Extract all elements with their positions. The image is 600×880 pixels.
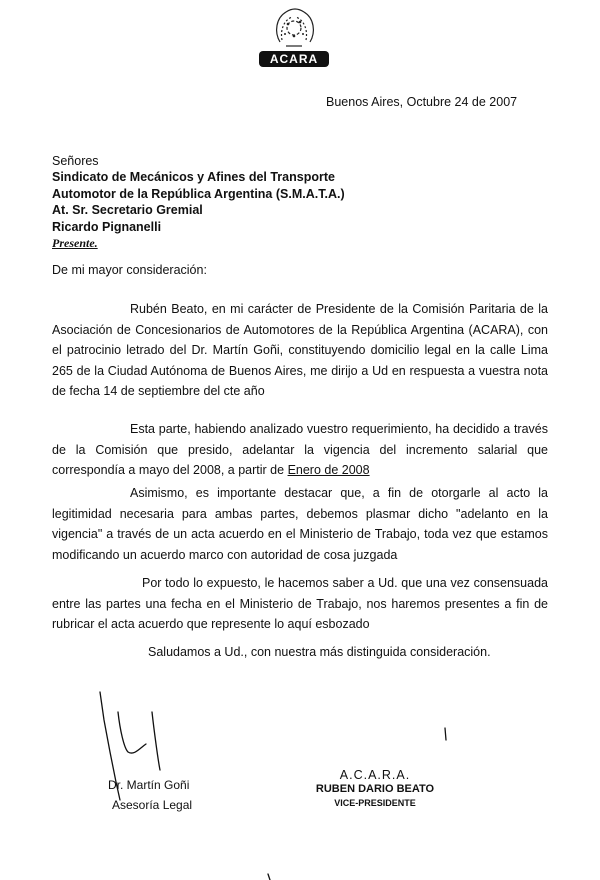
addressee-attention: At. Sr. Secretario Gremial bbox=[52, 203, 203, 218]
org-abbreviation: A.C.A.R.A. bbox=[339, 768, 411, 782]
body-paragraph-4: Por todo lo expuesto, le hacemos saber a Ud. que una vez consensuada entre las partes una fecha en el Ministerio de Trabajo, nos haremos presentes a fin de rubricar el acta acuerdo que represente lo aquí esbozado bbox=[52, 576, 548, 631]
addressee-presente: Presente. bbox=[52, 236, 98, 251]
addressee-org-line1: Sindicato de Mecánicos y Afines del Transporte bbox=[52, 170, 335, 185]
president-signature bbox=[445, 728, 446, 740]
addressee-salutation: Señores bbox=[52, 154, 99, 168]
lawyer-name: Dr. Martín Goñi bbox=[108, 778, 190, 792]
closing-line: Saludamos a Ud., con nuestra más distinguida consideración. bbox=[148, 645, 491, 659]
body-paragraph-1: Rubén Beato, en mi carácter de Presidente de la Comisión Paritaria de la Asociación de Concesionarios de Automotores de la República Argentina (ACARA), con el patrocinio letrado del Dr. Martín Goñi, constituyendo domicilio legal en la calle Lima 265 de la Ciudad Autónoma de Buenos Aires, me dirijo a Ud en respuesta a vuestra nota de fecha 14 de septiembre del cte año bbox=[52, 302, 548, 398]
lawyer-title: Asesoría Legal bbox=[112, 798, 193, 812]
lawyer-signature-block bbox=[108, 775, 192, 815]
body-paragraph-2-text: Esta parte, habiendo analizado vuestro requerimiento, ha decidido a través de la Comisión que presido, adelantar la vigencia del incremento salarial que correspondía a mayo del 2008, a partir de bbox=[52, 422, 548, 477]
addressee-name: Ricardo Pignanelli bbox=[52, 219, 162, 234]
president-signature-block bbox=[310, 768, 440, 810]
letter-date: Buenos Aires, Octubre 24 de 2007 bbox=[326, 95, 518, 109]
effective-date: Enero de 2008 bbox=[287, 463, 370, 477]
logo-text: ACARA bbox=[269, 52, 319, 66]
greeting: De mi mayor consideración: bbox=[52, 263, 207, 277]
addressee-org-line2: Automotor de la República Argentina (S.M.A.T.A.) bbox=[52, 186, 345, 201]
president-title: VICE-PRESIDENTE bbox=[334, 798, 416, 808]
president-name: RUBEN DARIO BEATO bbox=[315, 783, 435, 795]
body-paragraph-3: Asimismo, es importante destacar que, a fin de otorgarle al acto la legitimidad necesaria para ambas partes, debemos plasmar dicho "adelanto en la vigencia" a través de un acta acuerdo en el Ministerio de Trabajo, toda vez que estamos modificando un acuerdo marco con autoridad de cosa juzgada bbox=[52, 486, 548, 562]
